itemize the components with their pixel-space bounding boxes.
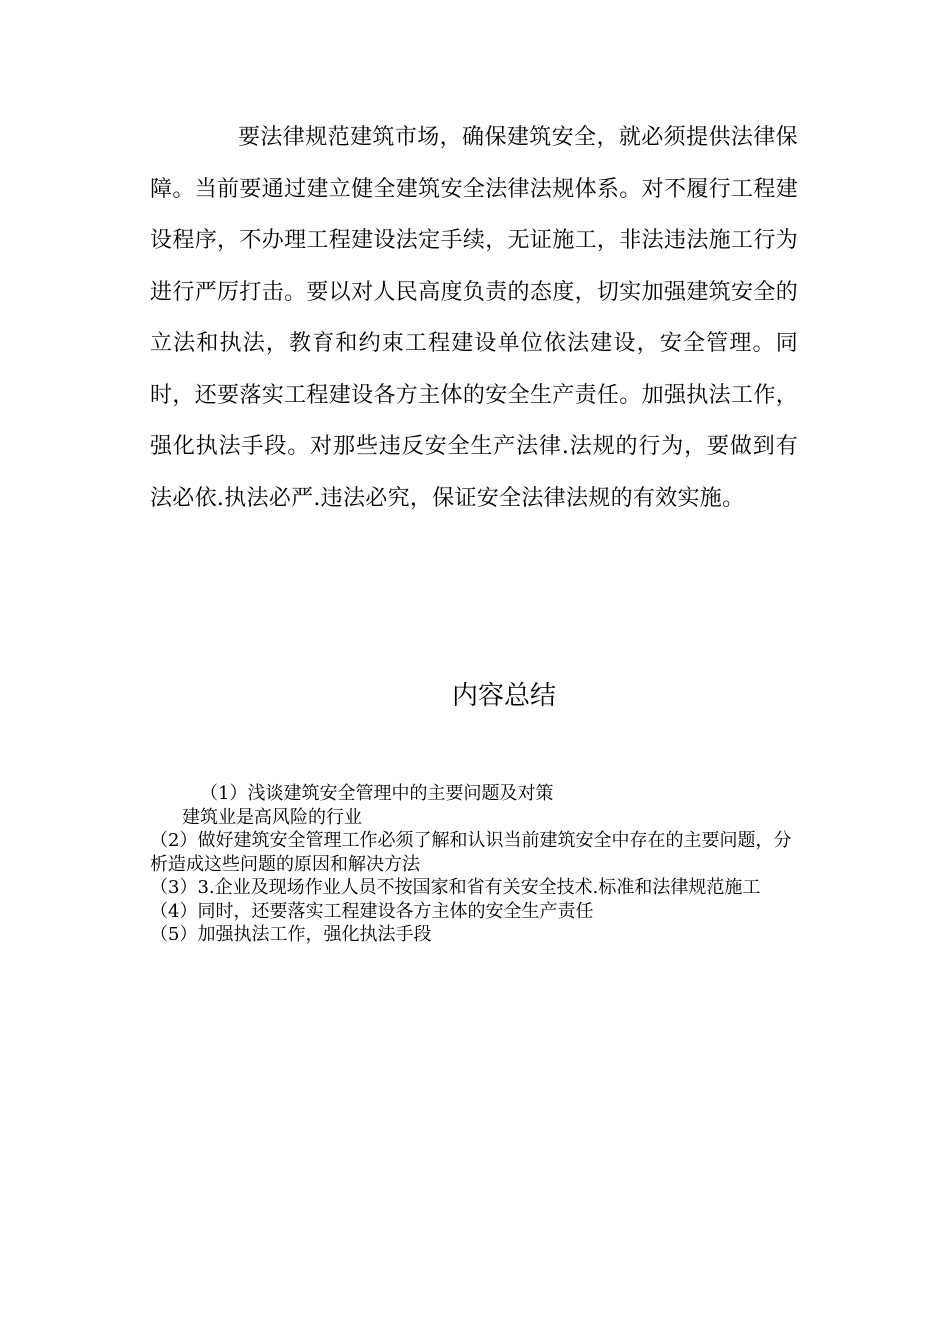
summary-item: （3）3.企业及现场作业人员不按国家和省有关安全技术.标准和法律规范施工 [150, 877, 761, 898]
summary-item: （2）做好建筑安全管理工作必须了解和认识当前建筑安全中存在的主要问题，分析造成这些问题的原因和解决方法 [150, 830, 792, 875]
summary-item: （4）同时，还要落实工程建设各方主体的安全生产责任 [150, 900, 594, 922]
summary-list [150, 782, 795, 947]
body-paragraph: 要法律规范建筑市场，确保建筑安全，就必须提供法律保障。当前要通过建立健全建筑安全法律法规体系。对不履行工程建设程序，不办理工程建设法定手续，无证施工，非法违法施工行为进行严厉打击。要以对人民高度负责的态度，切实加强建筑安全的立法和执法，教育和约束工程建设单位依法建设，安全管理。同时，还要落实工程建设各方主体的安全生产责任。加强执法工作，强化执法手段。对那些违反安全生产法律.法规的行为，要做到有法必依.执法必严.违法必究，保证安全法律法规的有效实施。 [150, 125, 798, 511]
summary-item: 建筑业是高风险的行业 [182, 806, 362, 828]
summary-title: 内容总结 [451, 681, 556, 711]
summary-item: （1）浅谈建筑安全管理中的主要问题及对策 [200, 783, 554, 804]
summary-item: （5）加强执法工作，强化执法手段 [150, 924, 432, 945]
